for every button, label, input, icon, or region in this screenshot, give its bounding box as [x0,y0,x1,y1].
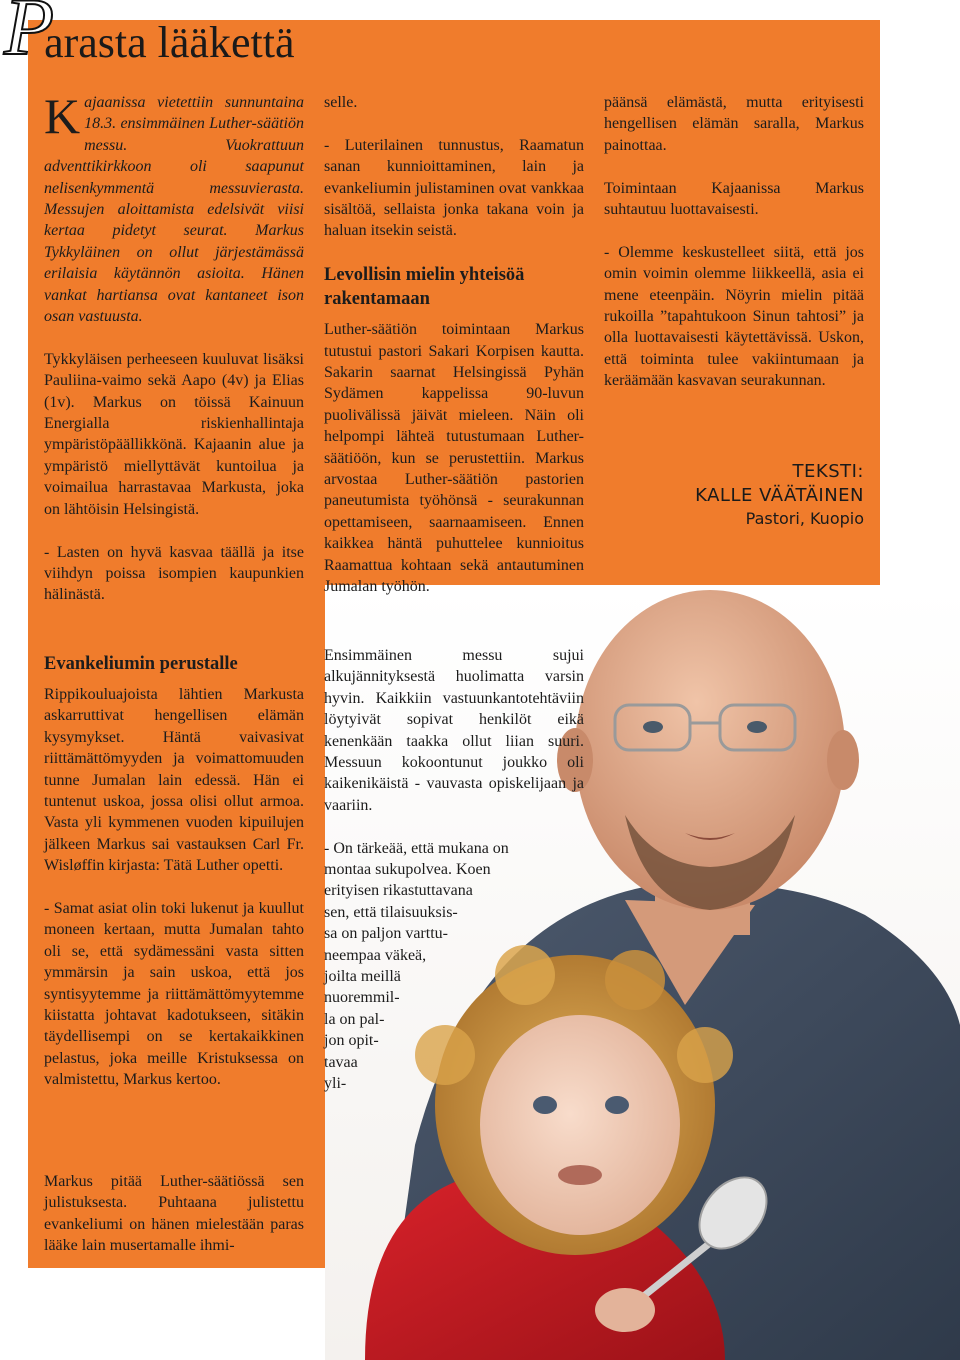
column-2-bottom [324,645,584,1095]
subheading-levollisin-mielin: Levollisin mielin yhteisöä rakentamaan [324,265,525,310]
credit-author-name: KALLE VÄÄTÄINEN [695,485,864,506]
paragraph: Toimintaan Kajaanissa Markus suhtautuu luottavaisesti. [604,179,864,219]
wrap-line: erityisen rikastuttavana [324,882,473,900]
author-credit [600,460,864,530]
wrap-line: neempaa väkeä, [324,946,427,964]
title-initial: P [4,0,55,72]
column-1-middle [44,652,304,1091]
wrap-line: sen, että tilaisuuksis- [324,903,458,921]
title-text: arasta lääkettä [44,18,295,67]
wrap-line: nuoremmil- [324,989,400,1007]
paragraph: päänsä elämästä, mutta erityisesti hengellisen elämän saralla, Markus painottaa. [604,94,864,154]
wrap-line: sa on paljon varttu- [324,925,448,943]
paragraph: - Samat asiat olin toki lukenut ja kuullut moneen kertaan, mutta Jumalan tahto oli se, että sydämessäni vasta sitten ymmärsin ja sain uskoa, että jos syntisyytemme ja riittämättömyytemme kiistatta johtavat kadotukseen, sitäkin täydellisempi on se kertakaikkinen pelastus, joka meille Kristuksessa on valmistettu, Markus kertoo. [44,900,304,1089]
drop-cap: K [44,88,81,144]
paragraph: Markus pitää Luther-säätiössä sen julistuksesta. Puhtaana julistettu evankeliumi on hänen mielestään paras lääke lain musertamalle ihmi- [44,1173,304,1255]
wrap-line: yli- [324,1075,347,1093]
column-3-top [604,92,864,392]
column-2-top [324,92,584,598]
wrap-line: montaa sukupolvea. Koen [324,861,491,879]
wrap-line: joilta meillä [324,968,401,986]
column-1-top [44,88,304,606]
paragraph: Ensimmäinen messu sujui alkujännityksestä huolimatta varsin hyvin. Kaikkiin vastuunkantotehtäviin löytyivät sopivat henkilöt eikä kenenkään taakka ollut liian suuri. Messuun kokoontunut joukko oli kaikenikäistä - vauvasta opiskelijaan ja vaariin. [324,647,584,814]
intro-paragraph [44,88,304,327]
credit-author-role: Pastori, Kuopio [745,509,864,528]
wrap-line: la on pal- [324,1010,385,1028]
subheading-evankeliumin-perustalle: Evankeliumin perustalle [44,654,238,674]
credit-label: TEKSTI: [792,461,864,482]
paragraph: - Lasten on hyvä kasvaa täällä ja itse viihdyn poissa isompien kaupunkien hälinästä. [44,543,304,604]
paragraph: Luther-säätiön toimintaan Markus tutustui pastori Sakari Korpisen kautta. Sakarin saarnat Helsingissä Pyhän Sydämen kappelissa 90-luvun puolivälissä jäivät mieleen. Näin oli helpompi lähteä tutustumaan Luther-säätiöön, kun se perustettiin. Markus arvostaa Luther-säätiön pastorien paneutumista työhönsä - seurakunnan opettamiseen, saarnaamiseen. Ennen kaikkea häntä puhuttelee kunnioitus Raamattua kohtaan sekä antautuminen Jumalan työhön. [324,321,584,596]
paragraph: Rippikouluajoista lähtien Markusta askarruttivat hengellisen elämän kysymykset. Häntä vaivasivat riittämättömyyden ja voimattomuuden tunne Jumalan lain edessä. Hän ei tuntenut uskoa, jossa olisi ollut armoa. Vasta yli kymmenen vuoden kipuilujen jälkeen Markus sai vastauksen Carl Fr. Wisløffin kirjasta: Tätä Luther opetti. [44,686,304,875]
intro-text: ajaanissa vietettiin sunnuntaina 18.3. ensimmäinen Luther-säätiön messu. Vuokrattuun adventtikirkkoon oli saapunut nelisenkymmentä messuvierasta. Messujen aloittamista edelsivät viisi kertaa pidetyt seurat. Markus Tykkyläinen on ollut järjestämässä erilaisia käytännön asioita. Hänen vankat hartiansa ovat kantaneet ison osan vastuusta. [44,94,304,326]
paragraph: - Luterilainen tunnustus, Raamatun sanan kunnioittaminen, lain ja evankeliumin julistaminen ovat vankkaa sisältöä, sellaista jonka takana voin ja haluan itsekin seistä. [324,136,584,240]
paragraph: selle. [324,94,358,111]
wrap-line: tavaa [324,1053,358,1071]
column-1-bottom [44,1171,304,1257]
paragraph: - Olemme keskustelleet siitä, että jos omin voimin olemme liikkeellä, asia ei mene eteenpäin. Nöyrin mielin pitää rukoilla ”tapahtukoon Sinun tahtosi” ja olla luottavaisesti käytettävissä. Uskon, että toiminta tulee vakiintumaan ja keräämään kasvavan seurakunnan. [604,243,864,390]
article-title [4,0,294,70]
wrapped-paragraph [324,838,584,1095]
wrap-line: jon opit- [324,1032,379,1050]
wrap-line: - On tärkeää, että mukana on [324,839,509,857]
paragraph: Tykkyläisen perheeseen kuuluvat lisäksi Pauliina-vaimo sekä Aapo (4v) ja Elias (1v). Markus on töissä Kainuun Energialla riskienhallintaja ympäristöpäällikkönä. Kajaanin alue ja ympäristö miellyttävät kuntoilua ja voimailua harrastavaa Markusta, joka on lähtöisin Helsingistä. [44,350,304,518]
